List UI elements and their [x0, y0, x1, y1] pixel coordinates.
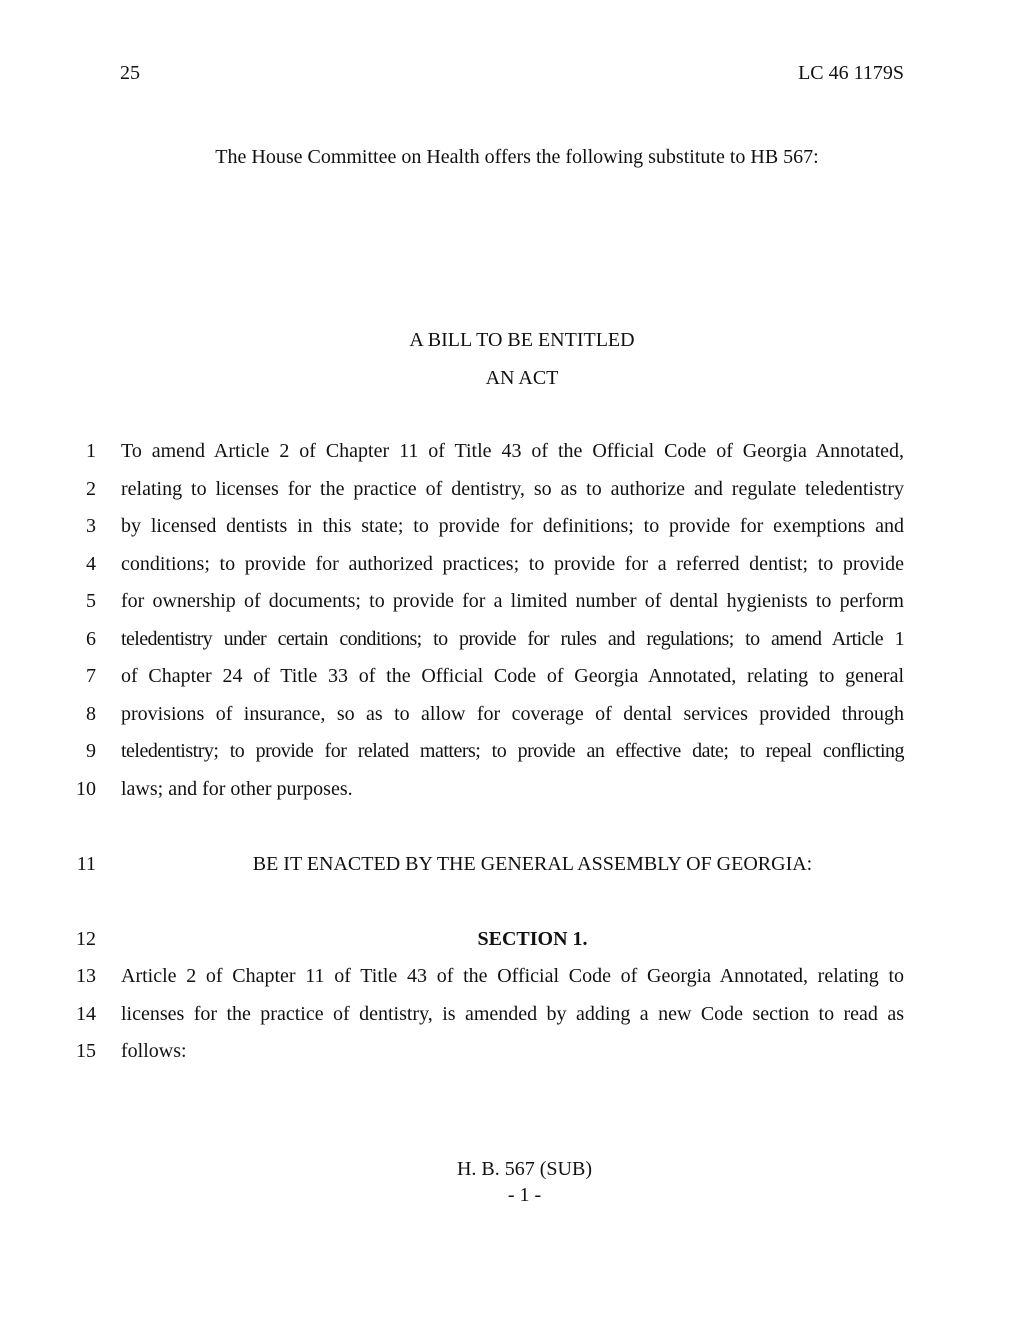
- bill-title-line1: A BILL TO BE ENTITLED: [409, 329, 635, 351]
- line-number: 12: [76, 928, 96, 950]
- committee-offer-line: The House Committee on Health offers the following substitute to HB 567:: [215, 146, 819, 168]
- line-text: follows:: [121, 1040, 187, 1062]
- section-heading: SECTION 1.: [477, 928, 588, 950]
- line-number: 1: [86, 440, 96, 462]
- header-lc-number: LC 46 1179S: [798, 62, 904, 84]
- header-page-ref: 25: [120, 62, 140, 84]
- line-number: 3: [86, 515, 96, 537]
- line-text: of Chapter 24 of Title 33 of the Official Code of Georgia Annotated, relating to general: [121, 665, 904, 687]
- line-text: by licensed dentists in this state; to provide for definitions; to provide for exemptions and: [121, 515, 904, 537]
- footer-page-number: - 1 -: [507, 1184, 542, 1206]
- line-number: 10: [76, 778, 96, 800]
- line-number: 15: [76, 1040, 96, 1062]
- line-text: laws; and for other purposes.: [121, 778, 353, 800]
- line-number: 11: [76, 853, 96, 875]
- line-number: 14: [76, 1003, 96, 1025]
- line-text: licenses for the practice of dentistry, is amended by adding a new Code section to read as: [121, 1003, 904, 1025]
- line-number: 7: [86, 665, 96, 687]
- enacting-clause: BE IT ENACTED BY THE GENERAL ASSEMBLY OF GEORGIA:: [252, 853, 813, 875]
- line-text: teledentistry; to provide for related matters; to provide an effective date; to repeal conflicting: [121, 740, 904, 762]
- line-text: To amend Article 2 of Chapter 11 of Title 43 of the Official Code of Georgia Annotated,: [121, 440, 904, 462]
- line-number: 5: [86, 590, 96, 612]
- line-number: 13: [76, 965, 96, 987]
- line-number: 6: [86, 628, 96, 650]
- line-text: provisions of insurance, so as to allow for coverage of dental services provided through: [121, 703, 904, 725]
- footer-bill-id: H. B. 567 (SUB): [456, 1158, 592, 1180]
- bill-title-line2: AN ACT: [485, 367, 559, 389]
- line-number: 2: [86, 478, 96, 500]
- line-number: 8: [86, 703, 96, 725]
- line-number: 4: [86, 553, 96, 575]
- line-number: 9: [86, 740, 96, 762]
- line-text: teledentistry under certain conditions; to provide for rules and regulations; to amend Article 1: [121, 628, 904, 650]
- line-text: for ownership of documents; to provide for a limited number of dental hygienists to perform: [121, 590, 904, 612]
- line-text: conditions; to provide for authorized practices; to provide for a referred dentist; to provide: [121, 553, 904, 575]
- line-text: Article 2 of Chapter 11 of Title 43 of the Official Code of Georgia Annotated, relating to: [121, 965, 904, 987]
- line-text: relating to licenses for the practice of dentistry, so as to authorize and regulate teledentistry: [121, 478, 904, 500]
